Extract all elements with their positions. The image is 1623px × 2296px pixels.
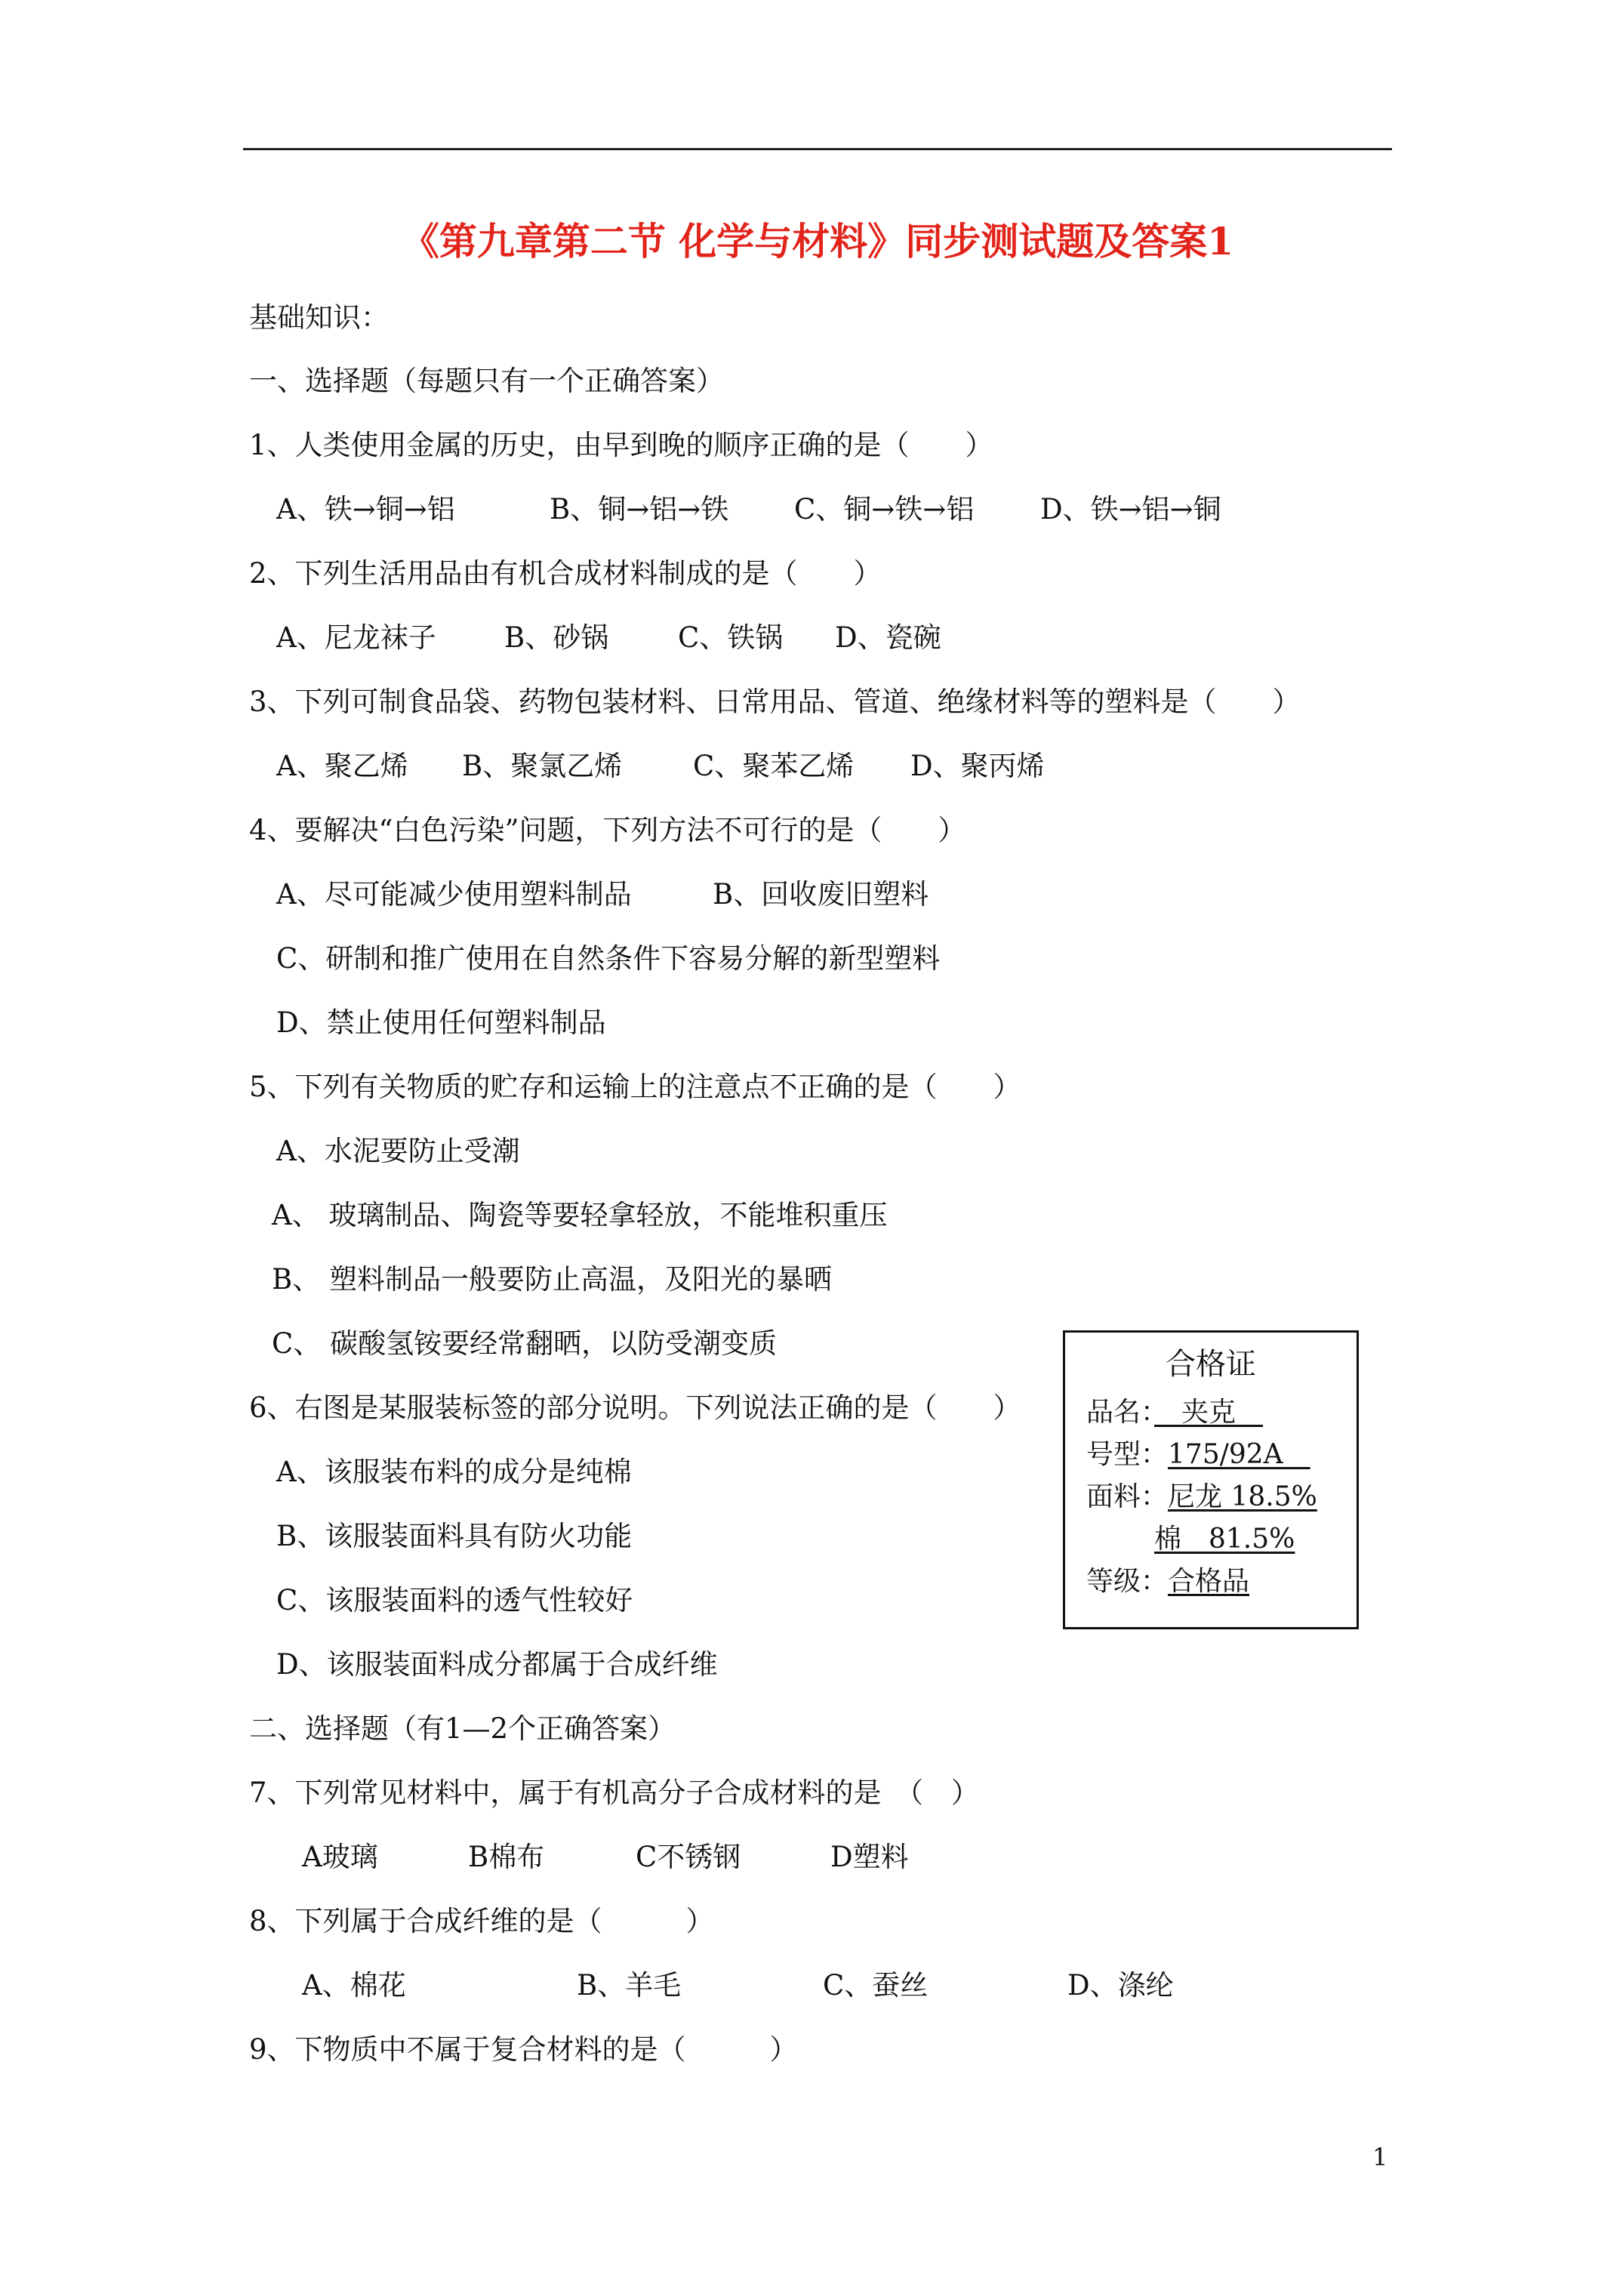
- q2-option-b: B、砂锅: [504, 621, 609, 654]
- q3-option-d: D、聚丙烯: [910, 750, 1045, 782]
- card-row-name: [1086, 1395, 1263, 1431]
- card-model-label: 号型：: [1086, 1439, 1169, 1470]
- card-grade-label: 等级：: [1086, 1566, 1169, 1597]
- q1-option-a: A、铁→铜→铝: [276, 493, 455, 525]
- q6-option-c: C、该服装面料的透气性较好: [276, 1584, 633, 1616]
- q3-option-c: C、聚苯乙烯: [693, 750, 855, 782]
- question-8-stem: 8、下列属于合成纤维的是（ ）: [249, 1905, 714, 1937]
- q6-option-b: B、该服装面料具有防火功能: [276, 1520, 633, 1552]
- card-title: 合格证: [1166, 1347, 1256, 1382]
- question-7-stem: 7、下列常见材料中，属于有机高分子合成材料的是 （ ）: [249, 1777, 980, 1809]
- q6-option-a: A、该服装布料的成分是纯棉: [276, 1456, 632, 1488]
- card-name-value: 夹克: [1154, 1397, 1264, 1428]
- q4-option-d: D、禁止使用任何塑料制品: [276, 1006, 606, 1039]
- card-name-label: 品名：: [1086, 1397, 1155, 1428]
- q7-option-c: C不锈钢: [636, 1841, 741, 1873]
- q5-option-1: A、水泥要防止受潮: [276, 1135, 520, 1167]
- q6-option-d: D、该服装面料成分都属于合成纤维: [276, 1648, 718, 1681]
- q4-option-c: C、研制和推广使用在自然条件下容易分解的新型塑料: [276, 942, 941, 975]
- q3-option-b: B、聚氯乙烯: [462, 750, 623, 782]
- page-title: 《第九章第二节 化学与材料》同步测试题及答案1: [401, 219, 1234, 264]
- clothing-label-card: [1063, 1330, 1359, 1629]
- q7-option-a: A玻璃: [302, 1841, 378, 1873]
- question-6-stem: 6、右图是某服装标签的部分说明。下列说法正确的是（ ）: [249, 1391, 1021, 1424]
- card-fabric-value-1: 尼龙 18.5%: [1168, 1481, 1317, 1512]
- q7-option-d: D塑料: [830, 1841, 909, 1873]
- q8-option-a: A、棉花: [302, 1969, 406, 2002]
- card-row-grade: [1086, 1564, 1249, 1600]
- section-basic-heading: 基础知识：: [249, 301, 389, 334]
- card-fabric-label: 面料：: [1086, 1481, 1169, 1512]
- q8-option-c: C、蚕丝: [823, 1969, 929, 2002]
- card-fabric-value-2: 棉 81.5%: [1154, 1524, 1295, 1555]
- card-row-model: [1086, 1437, 1310, 1473]
- section1-heading: 一、选择题（每题只有一个正确答案）: [249, 365, 724, 397]
- q5-option-3: B、 塑料制品一般要防止高温，及阳光的暴晒: [272, 1263, 832, 1296]
- q1-option-b: B、铜→铝→铁: [550, 493, 729, 525]
- page-number: 1: [1372, 2143, 1388, 2171]
- question-5-stem: 5、下列有关物质的贮存和运输上的注意点不正确的是（ ）: [249, 1071, 1021, 1103]
- question-9-stem: 9、下物质中不属于复合材料的是（ ）: [249, 2033, 798, 2066]
- q8-option-d: D、涤纶: [1067, 1969, 1174, 2002]
- card-row-fabric: [1086, 1479, 1317, 1515]
- card-grade-value: 合格品: [1168, 1566, 1250, 1597]
- q2-option-d: D、瓷碗: [835, 621, 941, 654]
- q2-option-a: A、尼龙袜子: [276, 621, 436, 654]
- q1-option-c: C、铜→铁→铝: [794, 493, 975, 525]
- q7-option-b: B棉布: [468, 1841, 545, 1873]
- q1-option-d: D、铁→铝→铜: [1040, 493, 1221, 525]
- q5-option-2: A、 玻璃制品、陶瓷等要轻拿轻放，不能堆积重压: [272, 1199, 888, 1231]
- q4-option-a: A、尽可能减少使用塑料制品: [276, 878, 632, 911]
- question-1-stem: 1、人类使用金属的历史，由早到晚的顺序正确的是（ ）: [249, 429, 993, 461]
- q5-option-4: C、 碳酸氢铵要经常翻晒，以防受潮变质: [272, 1327, 778, 1360]
- question-2-stem: 2、下列生活用品由有机合成材料制成的是（ ）: [249, 557, 882, 590]
- question-3-stem: 3、下列可制食品袋、药物包装材料、日常用品、管道、绝缘材料等的塑料是（ ）: [249, 686, 1301, 718]
- q8-option-b: B、羊毛: [577, 1969, 682, 2002]
- card-row-fabric-2: [1154, 1521, 1295, 1558]
- header-rule: [243, 148, 1392, 150]
- card-model-value: 175/92A: [1168, 1439, 1310, 1470]
- q4-option-b: B、回收废旧塑料: [713, 878, 929, 911]
- section2-heading: 二、选择题（有1—2个正确答案）: [249, 1712, 676, 1745]
- q2-option-c: C、铁锅: [678, 621, 784, 654]
- q3-option-a: A、聚乙烯: [276, 750, 408, 782]
- question-4-stem: 4、要解决“白色污染”问题，下列方法不可行的是（ ）: [249, 814, 966, 846]
